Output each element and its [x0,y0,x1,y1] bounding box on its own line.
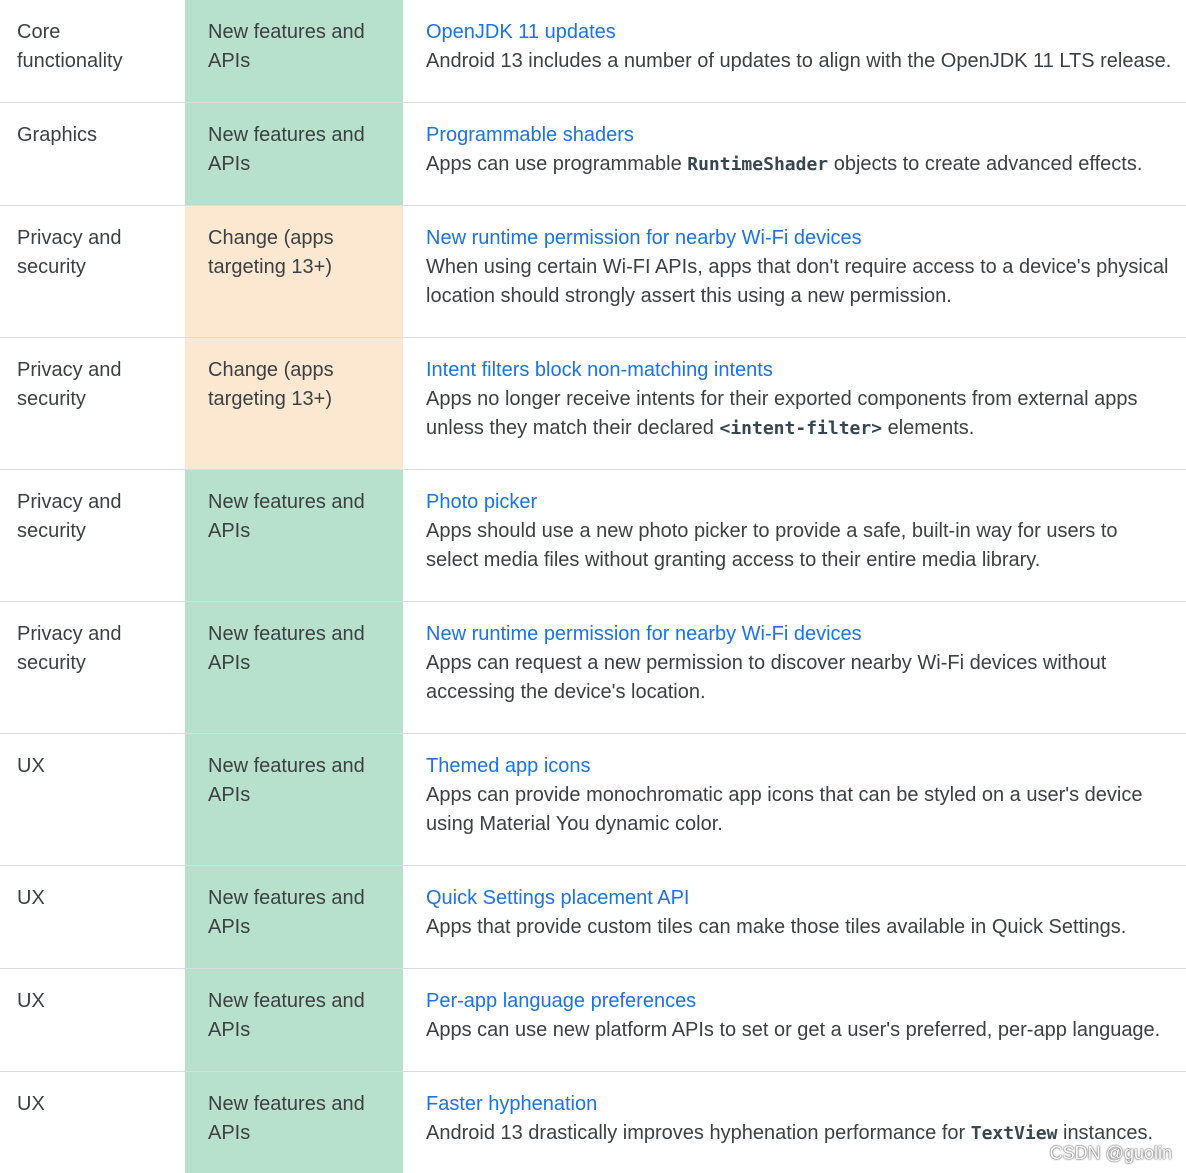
table-row [0,601,1186,733]
change-type-text: New features and [208,1092,365,1115]
description-cell [403,865,1186,968]
code-reference: TextView [970,1122,1058,1144]
description-text: instances. [1057,1121,1154,1144]
change-type-text: APIs [208,783,251,806]
change-type-text: targeting 13+) [208,387,332,410]
feature-title-link[interactable]: Themed app icons [426,754,591,777]
area-text: UX [17,754,45,777]
feature-description [426,517,1174,575]
change-type-text: New features and [208,21,365,43]
feature-description [426,253,1174,311]
description-cell [403,601,1186,733]
area-cell [0,601,185,733]
change-type-text: APIs [208,1018,251,1041]
description-cell [403,337,1186,469]
feature-description [426,385,1174,443]
area-text: UX [17,989,45,1012]
code-reference: <intent-filter> [719,417,883,439]
table-row [0,1071,1186,1173]
description-cell [403,102,1186,205]
change-type-cell [185,865,403,968]
area-cell [0,733,185,865]
area-text: UX [17,886,45,909]
area-cell [0,205,185,337]
description-text: objects to create advanced effects. [828,152,1143,175]
change-type-text: APIs [208,50,251,72]
description-text: Apps should use a new photo picker to provide a safe, built-in way for users to select media files without granting access to their entire media library. [426,519,1118,571]
description-text: Apps can use new platform APIs to set or get a user's preferred, per-app language. [426,1018,1161,1041]
area-text: functionality [17,50,123,72]
area-text: Privacy and [17,622,122,645]
change-type-cell [185,337,403,469]
table-row [0,0,1186,102]
change-type-text: APIs [208,1121,251,1144]
area-cell [0,865,185,968]
change-type-text: New features and [208,123,365,146]
area-text: Privacy and [17,490,122,513]
description-text: Apps can use programmable [426,152,688,175]
area-cell [0,102,185,205]
change-type-cell [185,968,403,1071]
area-cell [0,337,185,469]
feature-title-link[interactable]: Quick Settings placement API [426,886,690,909]
feature-title-link[interactable]: Faster hyphenation [426,1092,598,1115]
change-type-cell [185,0,403,102]
feature-description [426,47,1174,76]
area-text: security [17,255,86,278]
change-type-cell [185,205,403,337]
change-type-text: New features and [208,754,365,777]
area-text: Privacy and [17,358,122,381]
code-reference: RuntimeShader [687,153,829,175]
area-text: Graphics [17,123,98,146]
description-text: elements. [882,416,975,439]
area-text: UX [17,1092,45,1115]
change-type-cell [185,469,403,601]
table-row [0,469,1186,601]
area-text: Privacy and [17,226,122,249]
area-cell [0,968,185,1071]
change-type-text: APIs [208,519,251,542]
table-row [0,865,1186,968]
change-type-text: targeting 13+) [208,255,332,278]
watermark: CSDN @guolin [1049,1143,1172,1163]
feature-description [426,150,1174,179]
feature-description [426,1016,1174,1045]
change-type-cell [185,601,403,733]
area-cell [0,1071,185,1173]
feature-title-link[interactable]: Per-app language preferences [426,989,697,1012]
area-cell [0,0,185,102]
area-text: security [17,387,86,410]
change-type-text: New features and [208,886,365,909]
feature-description [426,781,1174,839]
change-type-text: APIs [208,915,251,938]
change-type-cell [185,1071,403,1173]
change-type-cell [185,102,403,205]
table-row [0,968,1186,1071]
description-cell [403,733,1186,865]
description-text: Apps no longer receive intents for their exported components from external apps unless they match their declared [426,387,1138,439]
area-text: security [17,519,86,542]
change-type-text: APIs [208,152,251,175]
table-row [0,733,1186,865]
area-text: Core [17,21,61,43]
feature-title-link[interactable]: Intent filters block non-matching intents [426,358,773,381]
description-cell [403,0,1186,102]
change-type-text: New features and [208,490,365,513]
table-row [0,102,1186,205]
table-row [0,205,1186,337]
description-text: Android 13 drastically improves hyphenation performance for [426,1121,971,1144]
description-cell [403,469,1186,601]
feature-description [426,649,1174,707]
change-type-text: New features and [208,989,365,1012]
description-text: Android 13 includes a number of updates to align with the OpenJDK 11 LTS release. [426,50,1172,72]
feature-title-link[interactable]: New runtime permission for nearby Wi-Fi devices [426,622,862,645]
change-type-text: APIs [208,651,251,674]
change-type-text: New features and [208,622,365,645]
description-text: Apps can provide monochromatic app icons that can be styled on a user's device using Material You dynamic color. [426,783,1143,835]
change-type-cell [185,733,403,865]
feature-description [426,913,1174,942]
description-text: Apps can request a new permission to discover nearby Wi-Fi devices without accessing the device's location. [426,651,1107,703]
description-cell [403,968,1186,1071]
description-text: When using certain Wi-FI APIs, apps that don't require access to a device's physical location should strongly assert this using a new permission. [426,255,1169,307]
description-cell [403,205,1186,337]
change-type-text: Change (apps [208,358,334,381]
feature-title-link[interactable]: Photo picker [426,490,538,513]
area-text: security [17,651,86,674]
description-text: Apps that provide custom tiles can make those tiles available in Quick Settings. [426,915,1127,938]
feature-title-link[interactable]: OpenJDK 11 updates [426,21,616,43]
area-cell [0,469,185,601]
feature-title-link[interactable]: Programmable shaders [426,123,634,146]
feature-title-link[interactable]: New runtime permission for nearby Wi-Fi devices [426,226,862,249]
change-type-text: Change (apps [208,226,334,249]
table-row [0,337,1186,469]
